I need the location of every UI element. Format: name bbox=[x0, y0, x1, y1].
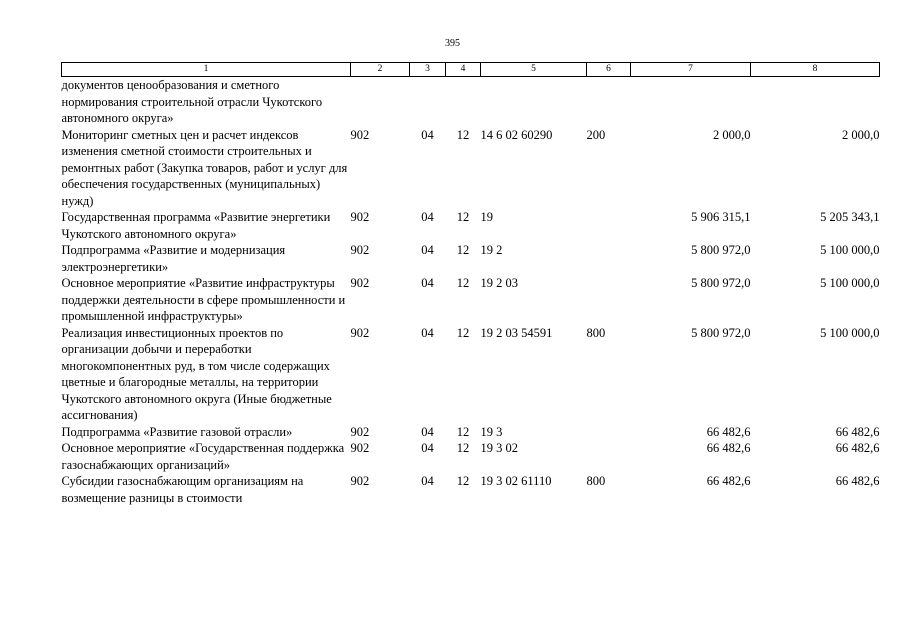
amount-year-2: 5 100 000,0 bbox=[820, 243, 880, 257]
expense-type-code: 800 bbox=[586, 474, 606, 488]
table-row bbox=[62, 77, 880, 127]
expense-type-code bbox=[587, 209, 631, 242]
target-article-code: 19 2 03 54591 bbox=[480, 325, 553, 340]
admin-code: 902 bbox=[350, 424, 370, 439]
admin-code bbox=[351, 77, 410, 127]
row-name: Основное мероприятие «Развитие инфраструктуры поддержки деятельности в сфере промышленности и промышленной инфраструктуры» bbox=[61, 276, 346, 323]
subsection-code: 12 bbox=[456, 276, 470, 290]
amount-year-2 bbox=[751, 77, 880, 127]
target-article-code: 19 3 02 bbox=[480, 441, 518, 455]
row-name: Основное мероприятие «Государственная поддержка газоснабжающих организаций» bbox=[61, 441, 345, 472]
subsection-code: 12 bbox=[456, 325, 470, 340]
table-row bbox=[62, 275, 880, 325]
section-code: 04 bbox=[421, 474, 434, 488]
table-row bbox=[62, 325, 880, 424]
amount-year-2: 5 205 343,1 bbox=[820, 210, 880, 224]
page-number: 395 bbox=[445, 38, 460, 49]
admin-code: 902 bbox=[350, 474, 370, 488]
target-article-code: 19 2 bbox=[480, 243, 503, 257]
subsection-code: 12 bbox=[456, 424, 470, 439]
column-header-5: 5 bbox=[481, 63, 587, 77]
subsection-code: 12 bbox=[456, 127, 470, 142]
subsection-code: 12 bbox=[456, 243, 470, 257]
expense-type-code bbox=[587, 77, 631, 127]
admin-code: 902 bbox=[350, 276, 370, 290]
section-code: 04 bbox=[421, 276, 434, 290]
table-row bbox=[62, 424, 880, 441]
amount-year-1: 66 482,6 bbox=[706, 474, 751, 488]
section-code: 04 bbox=[421, 424, 434, 439]
amount-year-1: 5 906 315,1 bbox=[691, 210, 751, 224]
row-name: Подпрограмма «Развитие газовой отрасли» bbox=[61, 424, 293, 439]
amount-year-1: 66 482,6 bbox=[706, 441, 751, 455]
amount-year-1: 2 000,0 bbox=[713, 127, 751, 142]
row-name: Реализация инвестиционных проектов по организации добычи и переработки многокомпонентных руд, в том числе содержащих цветные и благородные металлы, на территории Чукотского автономного округа (Иные бюджетные ассигнования) bbox=[61, 325, 332, 422]
table-row bbox=[62, 473, 880, 506]
expense-type-code bbox=[587, 275, 631, 325]
expense-type-code: 200 bbox=[586, 127, 606, 142]
amount-year-2: 2 000,0 bbox=[842, 127, 880, 142]
column-header-7: 7 bbox=[631, 63, 751, 77]
amount-year-1: 66 482,6 bbox=[706, 424, 751, 439]
admin-code: 902 bbox=[350, 127, 370, 142]
column-header-3: 3 bbox=[410, 63, 446, 77]
amount-year-2: 5 100 000,0 bbox=[820, 276, 880, 290]
column-number-header bbox=[62, 63, 880, 77]
row-name: Подпрограмма «Развитие и модернизация электроэнергетики» bbox=[61, 243, 286, 274]
subsection-code: 12 bbox=[456, 441, 470, 455]
target-article-code bbox=[481, 77, 587, 127]
column-header-4: 4 bbox=[446, 63, 481, 77]
column-header-6: 6 bbox=[587, 63, 631, 77]
amount-year-2: 66 482,6 bbox=[835, 441, 880, 455]
target-article-code: 14 6 02 60290 bbox=[480, 127, 553, 142]
amount-year-1 bbox=[631, 77, 751, 127]
table-row bbox=[62, 242, 880, 275]
target-article-code: 19 bbox=[480, 210, 493, 224]
subsection-code: 12 bbox=[456, 474, 470, 488]
admin-code: 902 bbox=[350, 243, 370, 257]
amount-year-2: 66 482,6 bbox=[835, 474, 880, 488]
column-header-8: 8 bbox=[751, 63, 880, 77]
budget-table bbox=[61, 62, 880, 506]
row-name: документов ценообразования и сметного нормирования строительной отрасли Чукотского автономного округа» bbox=[61, 78, 323, 125]
table-row bbox=[62, 209, 880, 242]
subsection-code: 12 bbox=[456, 210, 470, 224]
row-name: Мониторинг сметных цен и расчет индексов изменения сметной стоимости строительных и ремонтных работ (Закупка товаров, работ и услуг для обеспечения государственных (муниципальных) нужд) bbox=[61, 127, 348, 208]
expense-type-code bbox=[587, 242, 631, 275]
admin-code: 902 bbox=[350, 325, 370, 340]
expense-type-code bbox=[587, 424, 631, 441]
amount-year-1: 5 800 972,0 bbox=[691, 243, 751, 257]
amount-year-1: 5 800 972,0 bbox=[691, 276, 751, 290]
expense-type-code: 800 bbox=[586, 325, 606, 340]
target-article-code: 19 3 bbox=[480, 424, 503, 439]
column-header-1: 1 bbox=[62, 63, 351, 77]
section-code: 04 bbox=[421, 127, 434, 142]
admin-code: 902 bbox=[350, 210, 370, 224]
table-row bbox=[62, 440, 880, 473]
section-code bbox=[410, 77, 446, 127]
section-code: 04 bbox=[421, 441, 434, 455]
admin-code: 902 bbox=[350, 441, 370, 455]
table-row bbox=[62, 127, 880, 210]
column-header-2: 2 bbox=[351, 63, 410, 77]
target-article-code: 19 2 03 bbox=[480, 276, 518, 290]
expense-type-code bbox=[587, 440, 631, 473]
row-name: Государственная программа «Развитие энергетики Чукотского автономного округа» bbox=[61, 210, 331, 241]
amount-year-2: 5 100 000,0 bbox=[820, 325, 880, 340]
target-article-code: 19 3 02 61110 bbox=[480, 474, 552, 488]
amount-year-1: 5 800 972,0 bbox=[691, 325, 751, 340]
amount-year-2: 66 482,6 bbox=[835, 424, 880, 439]
subsection-code bbox=[446, 77, 481, 127]
section-code: 04 bbox=[421, 210, 434, 224]
section-code: 04 bbox=[421, 243, 434, 257]
section-code: 04 bbox=[421, 325, 434, 340]
row-name: Субсидии газоснабжающим организациям на возмещение разницы в стоимости bbox=[61, 474, 304, 505]
